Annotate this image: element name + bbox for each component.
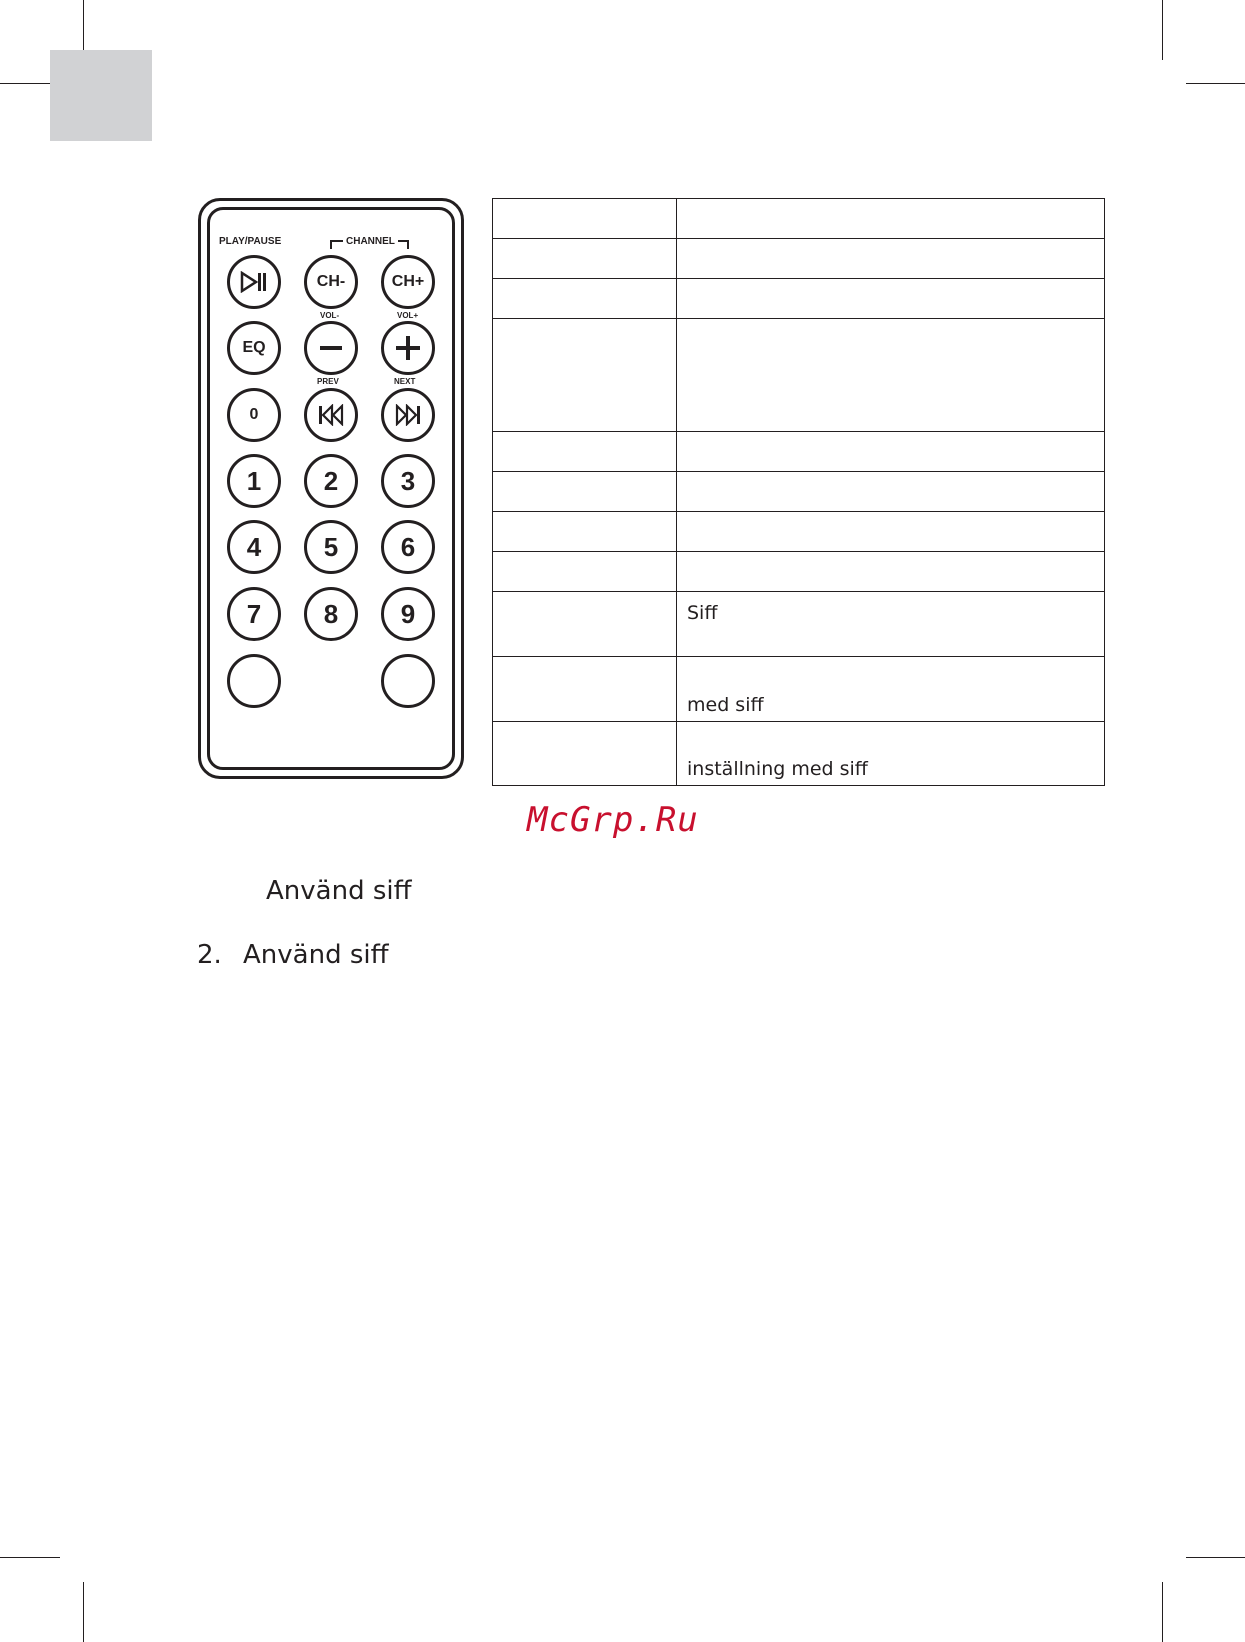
volume-up-button[interactable] [381, 321, 435, 375]
volume-down-button[interactable] [304, 321, 358, 375]
table-row [493, 657, 1105, 722]
table-row [493, 722, 1105, 786]
label-vol-plus: VOL+ [397, 311, 419, 320]
digit-8-button[interactable]: 8 [304, 587, 358, 641]
table-cell-button [493, 592, 677, 657]
crop-mark-top-right-vertical [1162, 0, 1163, 60]
skip-back-icon [317, 404, 345, 426]
table-cell-function [677, 472, 1105, 512]
digit-9-button[interactable]: 9 [381, 587, 435, 641]
table-row [493, 512, 1105, 552]
digit-1-button[interactable]: 1 [227, 454, 281, 508]
table-cell-function [677, 279, 1105, 319]
crop-mark-bottom-left-vertical [83, 1582, 84, 1642]
blank-left-button[interactable] [227, 654, 281, 708]
table-cell-function [677, 552, 1105, 592]
label-next: NEXT [394, 377, 416, 386]
table-cell-function: inställning med siff [677, 722, 1105, 786]
blank-right-button[interactable] [381, 654, 435, 708]
table-cell-button [493, 657, 677, 722]
minus-icon [319, 336, 343, 360]
table-cell-button [493, 512, 677, 552]
table-cell-function [677, 199, 1105, 239]
table-row [493, 592, 1105, 657]
table-cell-function [677, 512, 1105, 552]
table-cell-button [493, 472, 677, 512]
digit-4-button[interactable]: 4 [227, 520, 281, 574]
plus-icon [395, 335, 421, 361]
next-button[interactable] [381, 388, 435, 442]
channel-minus-button[interactable]: CH- [304, 255, 358, 309]
digit-6-button[interactable]: 6 [381, 520, 435, 574]
previous-button[interactable] [304, 388, 358, 442]
table-cell-button [493, 239, 677, 279]
table-cell-function [677, 239, 1105, 279]
table-row [493, 199, 1105, 239]
skip-forward-icon [394, 404, 422, 426]
table-cell-function: Siff [677, 592, 1105, 657]
table-cell-button [493, 319, 677, 432]
label-vol-minus: VOL- [320, 311, 340, 320]
channel-plus-button[interactable]: CH+ [381, 255, 435, 309]
table-row [493, 472, 1105, 512]
digit-2-button[interactable]: 2 [304, 454, 358, 508]
digit-0-button[interactable]: 0 [227, 388, 281, 442]
label-channel: CHANNEL [343, 236, 398, 247]
watermark: McGrp.Ru [527, 800, 699, 840]
crop-mark-bottom-right-horizontal [1186, 1557, 1245, 1558]
crop-mark-bottom-left-horizontal [0, 1557, 60, 1558]
table-row [493, 279, 1105, 319]
play-pause-icon [240, 271, 268, 293]
page-tab-marker [50, 50, 152, 141]
table-cell-button [493, 279, 677, 319]
table-cell-button [493, 199, 677, 239]
table-row [493, 239, 1105, 279]
table-row [493, 432, 1105, 472]
table-cell-button [493, 722, 677, 786]
button-description-table [492, 198, 1105, 786]
table-row [493, 552, 1105, 592]
instruction-number-2: 2. [197, 940, 222, 970]
instruction-line-1: Använd siff [266, 876, 412, 906]
label-prev: PREV [317, 377, 339, 386]
digit-7-button[interactable]: 7 [227, 587, 281, 641]
table-cell-button [493, 552, 677, 592]
eq-button[interactable]: EQ [227, 321, 281, 375]
digit-3-button[interactable]: 3 [381, 454, 435, 508]
table-cell-function [677, 432, 1105, 472]
table-cell-function: med siff [677, 657, 1105, 722]
digit-5-button[interactable]: 5 [304, 520, 358, 574]
label-play-pause: PLAY/PAUSE [219, 236, 282, 247]
instruction-line-2: Använd siff [243, 940, 389, 970]
table-cell-button [493, 432, 677, 472]
crop-mark-top-right-horizontal [1186, 83, 1245, 84]
play-pause-button[interactable] [227, 255, 281, 309]
table-cell-function [677, 319, 1105, 432]
crop-mark-bottom-right-vertical [1162, 1582, 1163, 1642]
table-row [493, 319, 1105, 432]
